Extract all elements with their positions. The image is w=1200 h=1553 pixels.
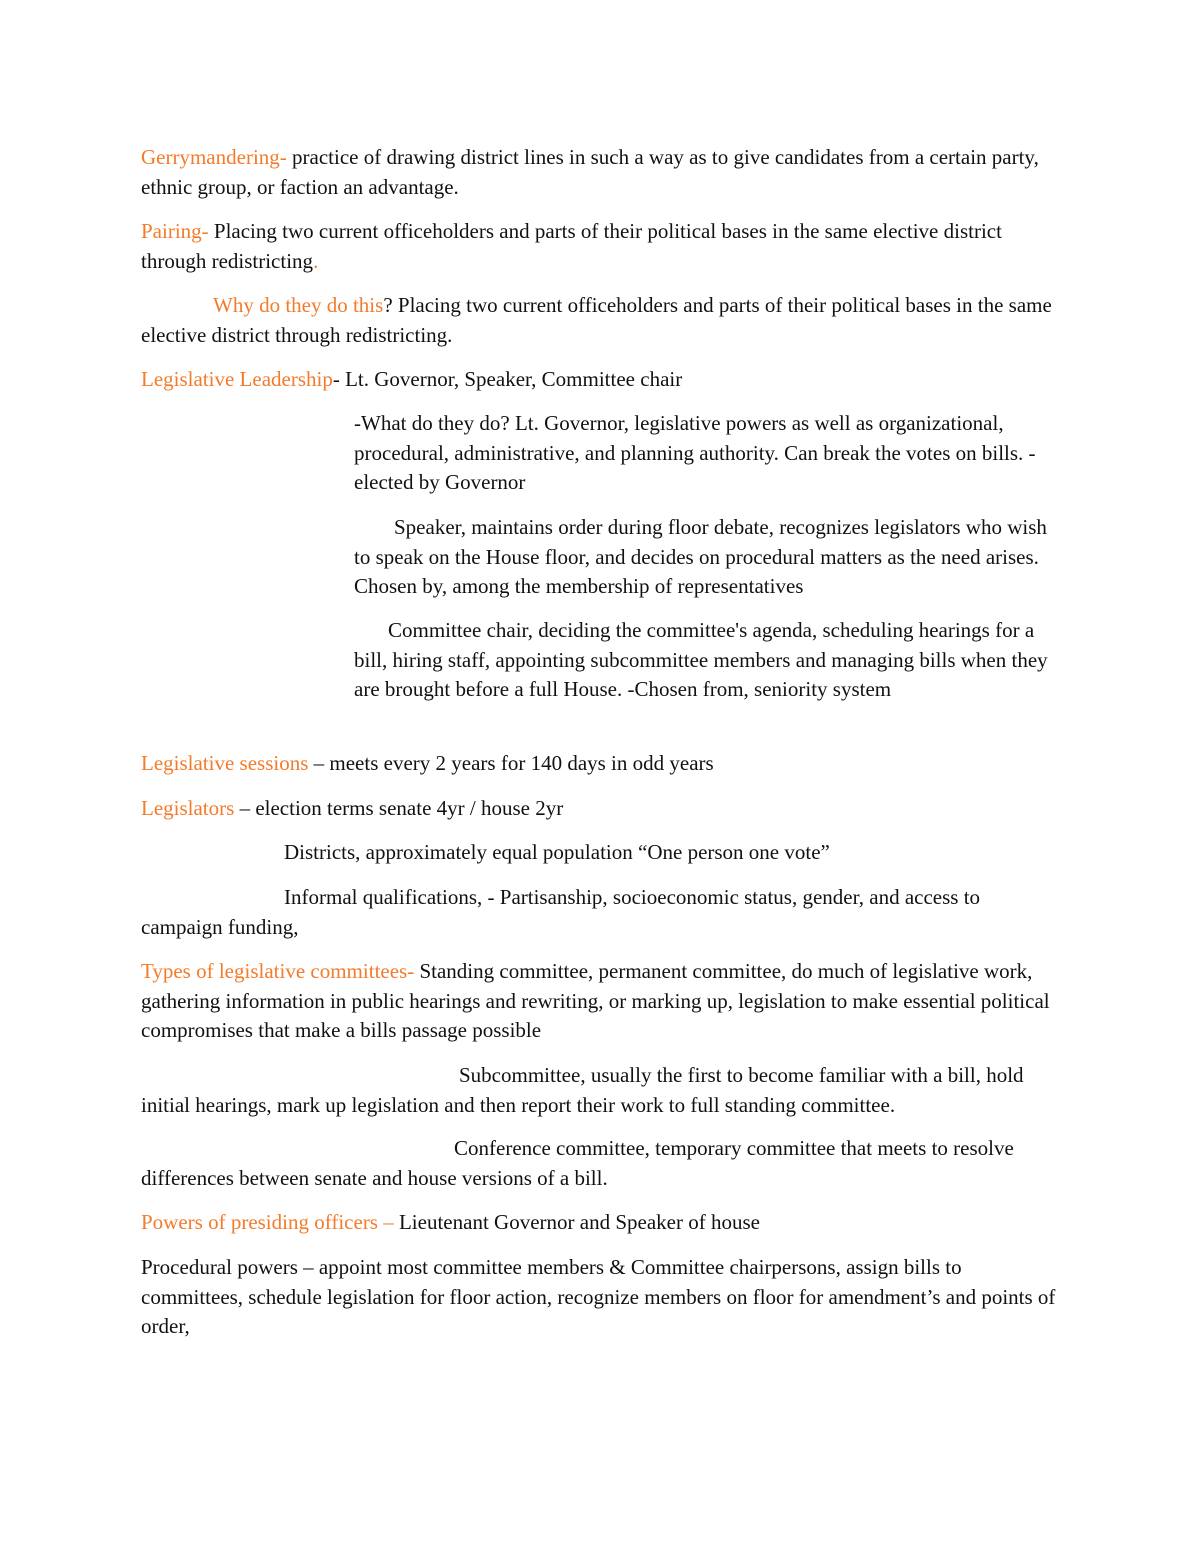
districts-paragraph: Districts, approximately equal population “One person one vote” [284, 840, 830, 864]
definition-gerrymandering: practice of drawing district lines in such a way as to give candidates from a certain party, ethnic group, or faction an advantage. [141, 145, 1039, 199]
term-legislators: Legislators [141, 796, 235, 820]
committee-chair-paragraph: Committee chair, deciding the committee's agenda, scheduling hearings for a bill, hiring staff, appointing subcommittee members and managing bills when they are brought before a full House. -Chosen from, seniority system [354, 618, 1048, 701]
conference-committee-paragraph: Conference committee, temporary committee that meets to resolve differences between senate and house versions of a bill. [141, 1136, 1014, 1190]
definition-committees: Standing committee, permanent committee, do much of legislative work, gathering information in public hearings and rewriting, or marking up, legislation to make essential political compromises that make a bills passage possible [141, 959, 1050, 1042]
term-powers: Powers of presiding officers – [141, 1210, 394, 1234]
powers-paragraph [141, 1208, 1061, 1238]
definition-why: ? Placing two current officeholders and parts of their political bases in the same elective district through redistricting. [141, 293, 1052, 347]
speaker-paragraph: Speaker, maintains order during floor debate, recognizes legislators who wish to speak on the House floor, and decides on procedural matters as the need arises. Chosen by, among the membership of representatives [354, 515, 1047, 598]
definition-leadership: - Lt. Governor, Speaker, Committee chair [332, 367, 683, 391]
procedural-powers-paragraph: Procedural powers – appoint most committee members & Committee chairpersons, assign bills to committees, schedule legislation for floor action, recognize members on floor for amendment’s and points of order, [141, 1255, 1056, 1338]
definition-pairing: Placing two current officeholders and parts of their political bases in the same elective district through redistricting [141, 219, 1002, 273]
term-gerrymandering: Gerrymandering [141, 145, 280, 169]
term-sessions: Legislative sessions [141, 751, 309, 775]
term-leadership: Legislative Leadership [141, 367, 333, 391]
leadership-paragraph [141, 365, 1061, 395]
pairing-period: . [313, 248, 319, 273]
committees-paragraph [141, 957, 1061, 1046]
pairing-paragraph [141, 217, 1061, 276]
lt-governor-paragraph: -What do they do? Lt. Governor, legislative powers as well as organizational, procedural, administrative, and planning authority. Can break the votes on bills. -elected by Governor [354, 411, 1036, 494]
definition-sessions: – meets every 2 years for 140 days in odd years [308, 751, 714, 775]
gerrymandering-paragraph [141, 143, 1061, 202]
subcommittee-paragraph: Subcommittee, usually the first to become familiar with a bill, hold initial hearings, mark up legislation and then report their work to full standing committee. [141, 1063, 1024, 1117]
informal-qualifications-paragraph: Informal qualifications, - Partisanship, socioeconomic status, gender, and access to campaign funding, [141, 885, 981, 939]
term-why: Why do they do this [213, 293, 384, 317]
sessions-paragraph [141, 749, 1061, 779]
term-pairing: Pairing- [141, 219, 209, 243]
legislators-paragraph [141, 794, 1061, 824]
term-committees: Types of legislative committees- [141, 959, 415, 983]
definition-powers: Lieutenant Governor and Speaker of house [393, 1210, 760, 1234]
why-paragraph [141, 291, 1061, 350]
definition-legislators: – election terms senate 4yr / house 2yr [234, 796, 564, 820]
term-gerrymandering-separator: - [279, 145, 293, 169]
